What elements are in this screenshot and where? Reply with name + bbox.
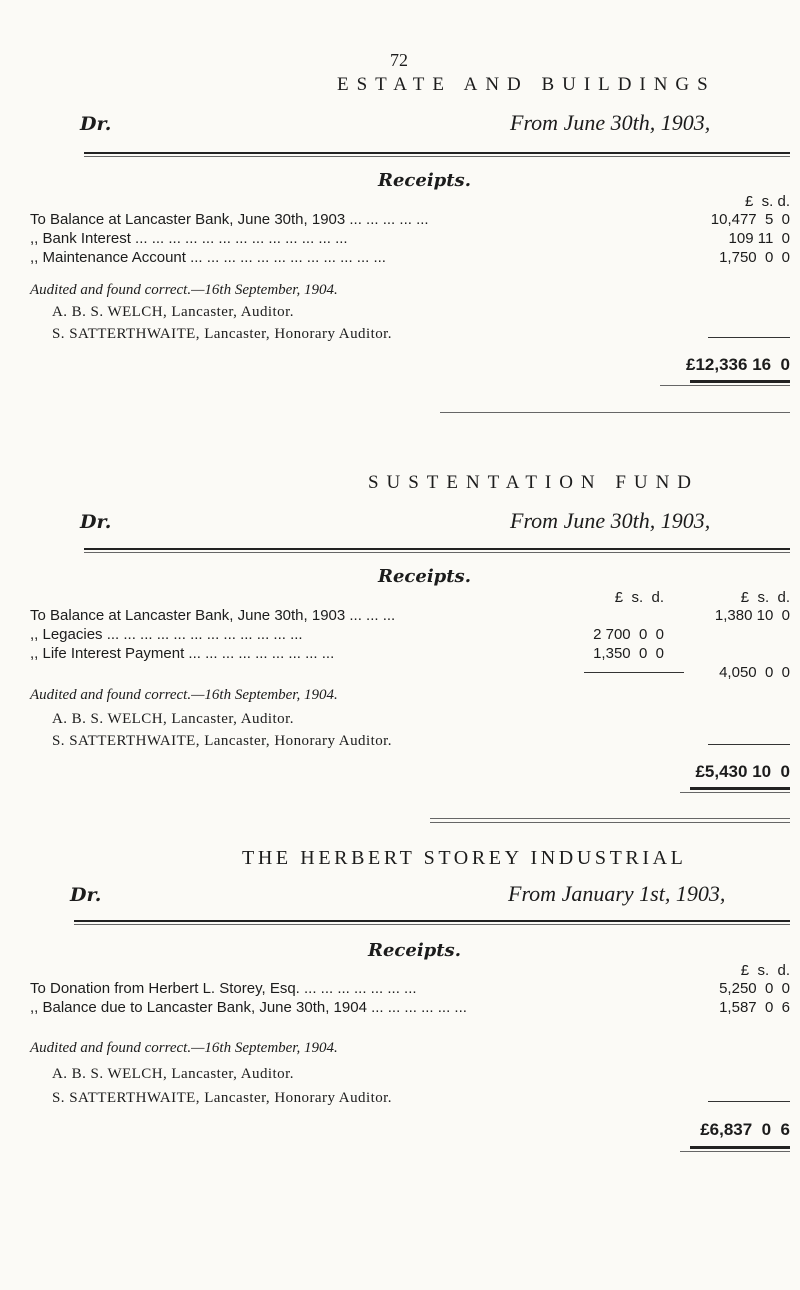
receipt-row-amount: 10,477 5 0 (710, 211, 790, 228)
header-rule (84, 548, 790, 550)
dr-label: Dr. (70, 884, 102, 906)
section-total: £5,430 10 0 (695, 762, 790, 781)
section-title-estate: ESTATE AND BUILDINGS (337, 74, 716, 95)
sum-line (708, 1101, 790, 1102)
receipt-row-label: ,, Bank Interest ... ... ... ... ... ... ... ... ... ... ... ... ... (30, 230, 348, 247)
section-divider (440, 412, 790, 413)
receipts-heading: Receipts. (378, 566, 471, 587)
dr-label: Dr. (80, 113, 112, 135)
section-title-herbert-storey: THE HERBERT STOREY INDUSTRIAL (242, 847, 687, 869)
auditor-line: S. SATTERTHWAITE, Lancaster, Honorary Auditor. (52, 733, 392, 749)
audited-note: Audited and found correct.—16th September, 1904. (30, 687, 338, 703)
auditor-line: S. SATTERTHWAITE, Lancaster, Honorary Auditor. (52, 326, 392, 342)
header-rule (84, 152, 790, 154)
audited-note: Audited and found correct.—16th September, 1904. (30, 282, 338, 298)
currency-header: £ s. d. (740, 589, 790, 606)
receipt-row-label: ,, Legacies ... ... ... ... ... ... ... ... ... ... ... ... (30, 626, 303, 643)
section-total: £6,837 0 6 (700, 1120, 790, 1139)
receipt-row-amount: 1,350 0 0 (593, 645, 664, 662)
total-double-rule (680, 1151, 790, 1152)
header-rule (74, 920, 790, 922)
receipts-heading: Receipts. (378, 170, 471, 191)
section-total: £12,336 16 0 (686, 355, 790, 374)
total-double-rule (690, 787, 790, 790)
total-double-rule (690, 1146, 790, 1149)
section-divider (430, 822, 790, 823)
total-double-rule (690, 380, 790, 383)
audited-note: Audited and found correct.—16th September, 1904. (30, 1040, 338, 1056)
receipt-row-label: To Donation from Herbert L. Storey, Esq. ... ... ... ... ... ... ... (30, 980, 417, 997)
receipt-row-amount: 1,380 10 0 (714, 607, 790, 624)
receipt-row-amount: 5,250 0 0 (719, 980, 790, 997)
auditor-line: S. SATTERTHWAITE, Lancaster, Honorary Auditor. (52, 1090, 392, 1106)
section-divider (430, 818, 790, 819)
receipt-row-label: ,, Balance due to Lancaster Bank, June 30th, 1904 ... ... ... ... ... ... (30, 999, 467, 1016)
period-label: From January 1st, 1903, (508, 881, 726, 906)
receipt-row-label: ,, Life Interest Payment ... ... ... ... ... ... ... ... ... (30, 645, 335, 662)
subtotal: 4,050 0 0 (719, 664, 790, 681)
auditor-line: A. B. S. WELCH, Lancaster, Auditor. (52, 1066, 294, 1082)
receipts-heading: Receipts. (368, 940, 461, 961)
currency-header: £ s. d. (744, 193, 790, 210)
sum-line (584, 672, 684, 673)
sum-line (708, 337, 790, 338)
receipt-row-amount: 2 700 0 0 (593, 626, 664, 643)
period-label: From June 30th, 1903, (510, 110, 711, 135)
currency-header: £ s. d. (740, 962, 790, 979)
sum-line (708, 744, 790, 745)
period-label: From June 30th, 1903, (510, 508, 711, 533)
receipt-row-amount: 1,750 0 0 (719, 249, 790, 266)
header-rule-thin (74, 924, 790, 925)
receipt-row-amount: 109 11 0 (728, 230, 790, 247)
auditor-line: A. B. S. WELCH, Lancaster, Auditor. (52, 711, 294, 727)
auditor-line: A. B. S. WELCH, Lancaster, Auditor. (52, 304, 294, 320)
receipt-row-amount: 1,587 0 6 (719, 999, 790, 1016)
receipt-row-label: ,, Maintenance Account ... ... ... ... ... ... ... ... ... ... ... ... (30, 249, 386, 266)
currency-header: £ s. d. (614, 589, 664, 606)
total-double-rule (660, 385, 790, 386)
header-rule-thin (84, 552, 790, 553)
total-double-rule (680, 792, 790, 793)
page-number: 72 (390, 50, 408, 70)
section-title-sustentation: SUSTENTATION FUND (368, 472, 700, 493)
receipt-row-label: To Balance at Lancaster Bank, June 30th, 1903 ... ... ... (30, 607, 396, 624)
header-rule-thin (84, 156, 790, 157)
dr-label: Dr. (80, 511, 112, 533)
receipt-row-label: To Balance at Lancaster Bank, June 30th, 1903 ... ... ... ... ... (30, 211, 429, 228)
